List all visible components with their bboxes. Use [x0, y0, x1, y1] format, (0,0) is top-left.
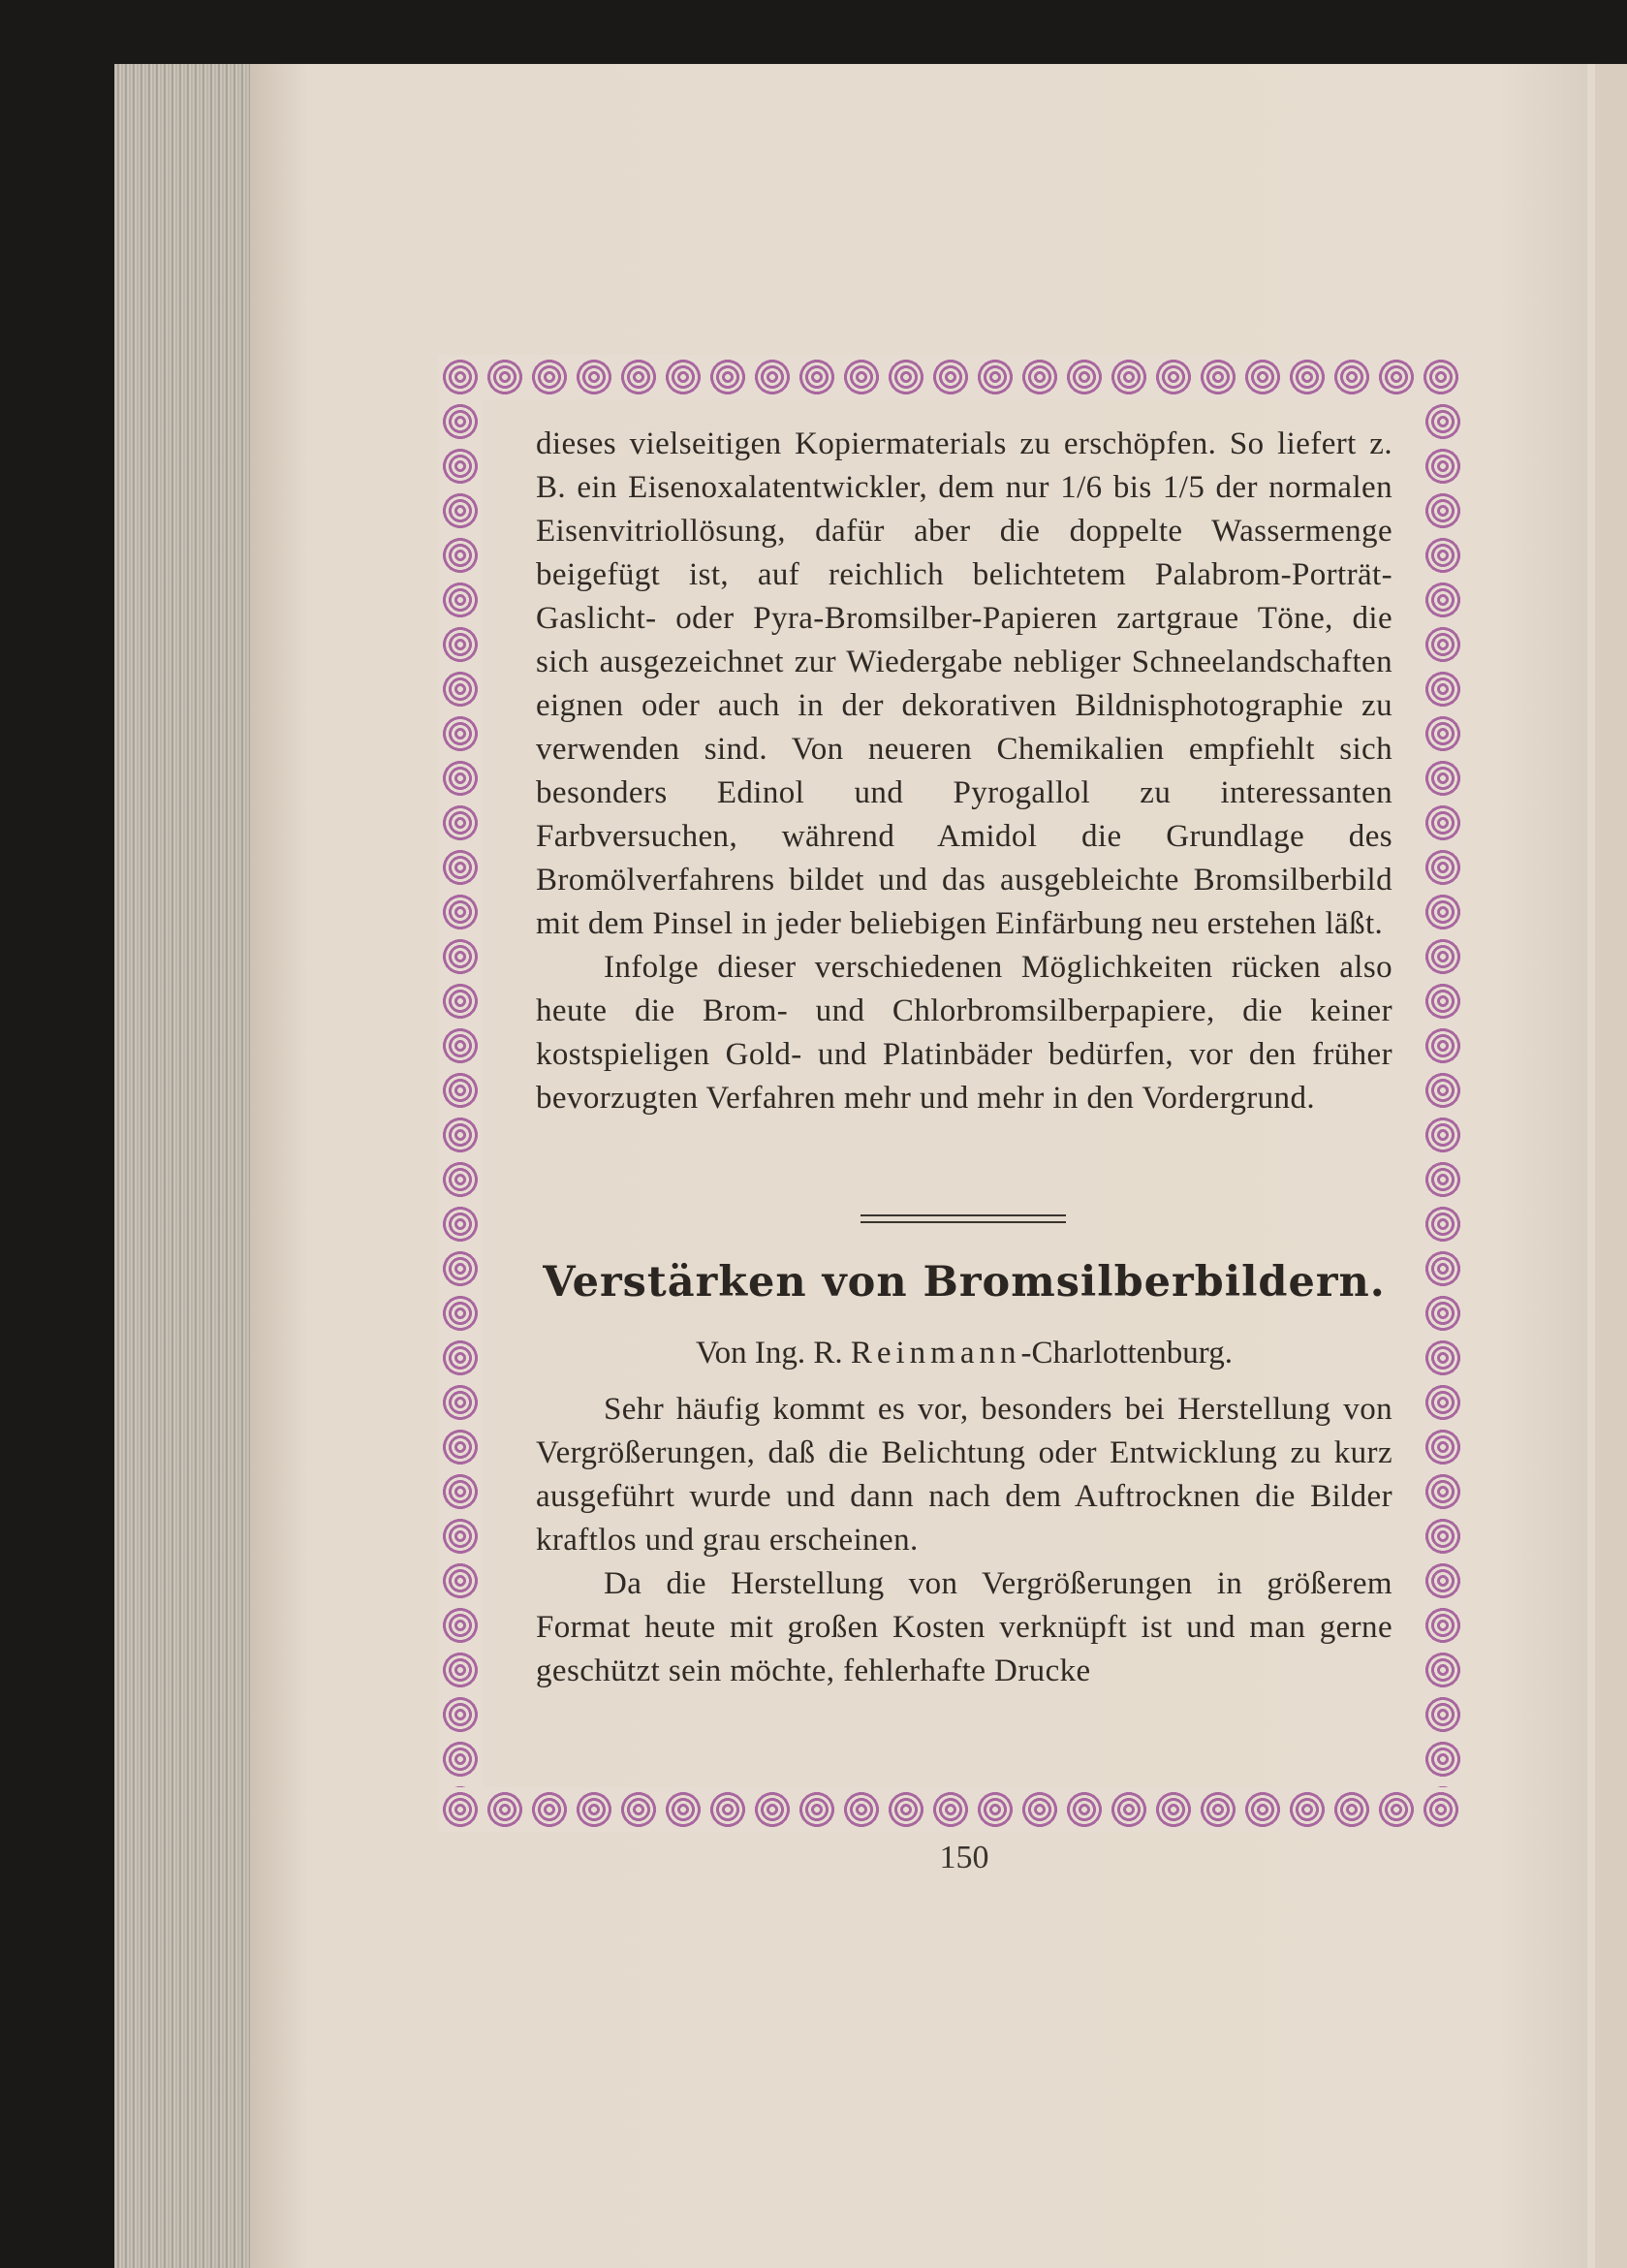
- ornamental-border-top: [438, 355, 1465, 399]
- page-number: 150: [939, 1840, 989, 1875]
- body-text-bottom: [536, 1388, 1392, 1693]
- paragraph: dieses vielseitigen Kopiermaterials zu erschöpfen. So liefert z. B. ein Eisenoxalatentwickler, dem nur 1/6 bis 1/5 der normalen Eisenvitriollösung, dafür aber die doppelte Wassermenge beigefügt ist, auf reichlich belichtetem Palabrom-Porträt-Gaslicht- oder Pyra-Bromsilber-Papieren zartgraue Töne, die sich ausgezeichnet zur Wiedergabe nebliger Schneelandschaften eignen oder auch in der dekorativen Bildnisphotographie zu verwenden sind. Von neueren Chemikalien empfiehlt sich besonders Edinol und Pyrogallol zu interessanten Farbversuchen, während Amidol die Grundlage des Bromölverfahrens bildet und das ausgebleichte Bromsilberbild mit dem Pinsel in jeder beliebigen Einfärbung neu erstehen läßt.: [536, 426, 1392, 941]
- byline-author: Reinmann: [850, 1336, 1021, 1370]
- paragraph: Infolge dieser verschiedenen Möglichkeiten rücken also heute die Brom- und Chlorbromsilberpapiere, die keiner kostspieligen Gold- und Platinbäder bedürfen, vor den früher bevorzugten Verfahren mehr und mehr in den Vordergrund.: [536, 950, 1392, 1116]
- byline-prefix: Von Ing. R.: [696, 1336, 843, 1370]
- facing-page-edge: [1595, 64, 1627, 2268]
- paragraph: Sehr häufig kommt es vor, besonders bei Herstellung von Vergrößerungen, daß die Belichtung oder Entwicklung zu kurz ausgeführt wurde und dann nach dem Auftrocknen die Bilder kraftlos und grau erscheinen.: [536, 1392, 1392, 1558]
- ornamental-border-right: [1421, 399, 1465, 1787]
- ornamental-border-bottom: [438, 1787, 1465, 1832]
- page-edges: [114, 64, 250, 2268]
- byline-suffix: -Charlottenburg.: [1020, 1336, 1233, 1370]
- byline: [536, 1336, 1392, 1371]
- article-heading: Verstärken von Bromsilberbildern.: [543, 1258, 1386, 1307]
- ornamental-border-left: [438, 399, 483, 1787]
- section-divider: [860, 1214, 1066, 1223]
- paragraph: Da die Herstellung von Vergrößerungen in größerem Format heute mit großen Kosten verknüpft ist und man gerne geschützt sein möchte, fehlerhafte Drucke: [536, 1566, 1392, 1688]
- body-text-top: [536, 423, 1392, 1120]
